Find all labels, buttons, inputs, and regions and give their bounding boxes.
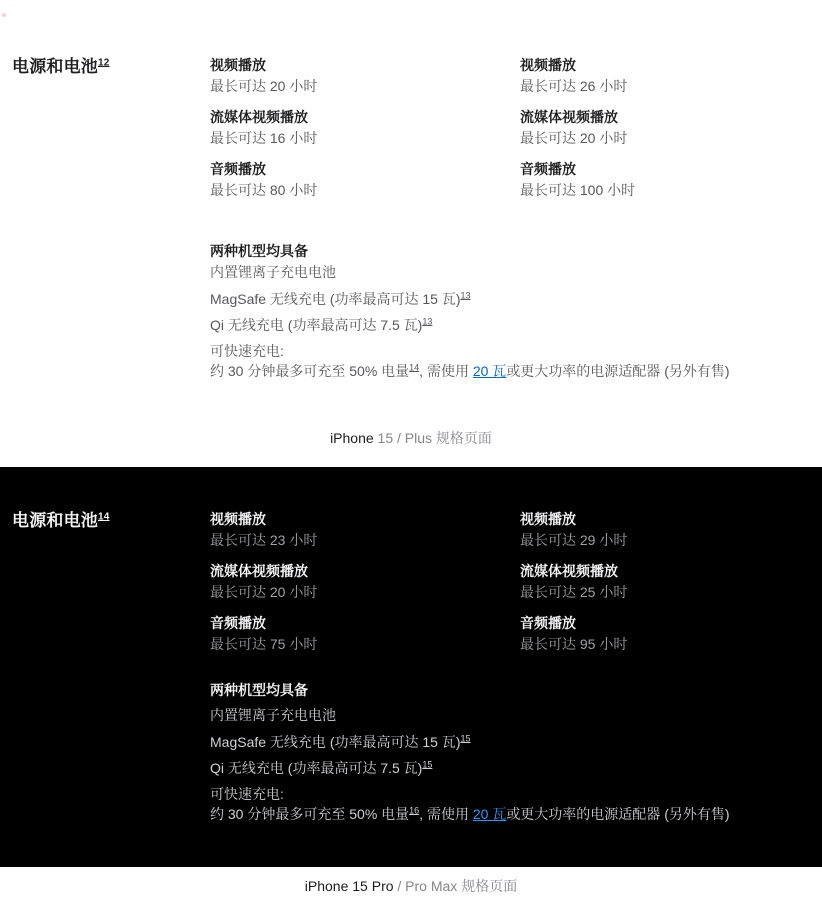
spec-label: 视频播放 bbox=[210, 511, 266, 527]
spec-value: 最长可达 23 小时 bbox=[210, 532, 318, 548]
section-content bbox=[210, 509, 822, 824]
spec-value: 最长可达 80 小时 bbox=[210, 182, 318, 198]
section-content bbox=[210, 55, 822, 381]
footnote-link-15[interactable]: 15 bbox=[460, 733, 471, 744]
caption-suffix: 15 / Plus 规格页面 bbox=[373, 430, 492, 446]
spec-value: 最长可达 95 小时 bbox=[520, 636, 628, 652]
footnote-link-14[interactable]: 14 bbox=[98, 511, 110, 523]
spec-item-audio-playback bbox=[520, 159, 822, 200]
spec-item-streaming-video bbox=[520, 107, 822, 148]
magsafe-text: MagSafe 无线充电 (功率最高可达 15 瓦) bbox=[210, 734, 461, 750]
fast-charge-text: 约 30 分钟最多可充至 50% 电量 bbox=[210, 363, 410, 379]
caption-suffix: / Pro Max 规格页面 bbox=[393, 878, 518, 894]
fast-charge-block bbox=[210, 784, 822, 824]
fast-charge-title: 可快速充电: bbox=[210, 343, 284, 359]
fast-charge-text-post: 或更大功率的电源适配器 (另外有售) bbox=[506, 363, 730, 379]
spec-label: 流媒体视频播放 bbox=[210, 563, 308, 579]
artifact-mark bbox=[2, 13, 6, 17]
spec-item-audio-playback bbox=[210, 613, 520, 654]
common-features-block bbox=[210, 680, 822, 824]
section-title-text: 电源和电池 bbox=[12, 511, 98, 530]
caption-product-name: iPhone bbox=[330, 430, 374, 446]
spec-section-iphone-15-plus bbox=[0, 0, 822, 381]
spec-label: 视频播放 bbox=[520, 57, 576, 73]
qi-text: Qi 无线充电 (功率最高可达 7.5 瓦) bbox=[210, 760, 423, 776]
spec-item-audio-playback bbox=[520, 613, 822, 654]
spec-label: 流媒体视频播放 bbox=[210, 109, 308, 125]
qi-charging-line bbox=[210, 315, 822, 335]
fast-charge-text-mid: , 需使用 bbox=[419, 806, 473, 822]
caption-iphone-15-plus bbox=[0, 428, 822, 448]
magsafe-charging-line bbox=[210, 289, 822, 309]
footnote-link-12[interactable]: 12 bbox=[98, 57, 110, 69]
spec-columns bbox=[210, 509, 822, 665]
section-title-power-battery bbox=[12, 509, 210, 533]
spec-value: 最长可达 100 小时 bbox=[520, 182, 636, 198]
spec-item-streaming-video bbox=[210, 561, 520, 602]
common-block-title: 两种机型均具备 bbox=[210, 682, 308, 698]
spec-label: 音频播放 bbox=[520, 615, 576, 631]
common-block-title: 两种机型均具备 bbox=[210, 243, 308, 259]
spec-label: 视频播放 bbox=[520, 511, 576, 527]
spec-label: 音频播放 bbox=[520, 161, 576, 177]
spec-label: 流媒体视频播放 bbox=[520, 563, 618, 579]
spec-item-video-playback bbox=[210, 55, 520, 96]
footnote-link-16[interactable]: 16 bbox=[409, 805, 420, 816]
spec-column-iphone-15-plus bbox=[520, 55, 822, 211]
spec-item-audio-playback bbox=[210, 159, 520, 200]
spec-item-video-playback bbox=[520, 509, 822, 550]
qi-charging-line bbox=[210, 758, 822, 778]
battery-type-line: 内置锂离子充电电池 bbox=[210, 707, 336, 723]
spec-label: 视频播放 bbox=[210, 57, 266, 73]
spec-value: 最长可达 20 小时 bbox=[210, 584, 318, 600]
fast-charge-title: 可快速充电: bbox=[210, 786, 284, 802]
battery-type-line: 内置锂离子充电电池 bbox=[210, 264, 336, 280]
caption-product-name: iPhone 15 Pro bbox=[304, 878, 394, 894]
footnote-link-15[interactable]: 15 bbox=[422, 759, 433, 770]
spec-columns bbox=[210, 55, 822, 211]
fast-charge-text-mid: , 需使用 bbox=[419, 363, 473, 379]
spec-value: 最长可达 26 小时 bbox=[520, 78, 628, 94]
spec-value: 最长可达 25 小时 bbox=[520, 584, 628, 600]
spec-label: 音频播放 bbox=[210, 161, 266, 177]
spec-label: 音频播放 bbox=[210, 615, 266, 631]
footnote-link-13[interactable]: 13 bbox=[422, 316, 433, 327]
spec-value: 最长可达 20 小时 bbox=[210, 78, 318, 94]
qi-text: Qi 无线充电 (功率最高可达 7.5 瓦) bbox=[210, 317, 423, 333]
footnote-link-14[interactable]: 14 bbox=[409, 362, 420, 373]
common-features-block bbox=[210, 241, 822, 381]
magsafe-charging-line bbox=[210, 732, 822, 752]
spec-value: 最长可达 29 小时 bbox=[520, 532, 628, 548]
section-title-text: 电源和电池 bbox=[12, 57, 98, 76]
spec-item-streaming-video bbox=[520, 561, 822, 602]
spec-value: 最长可达 20 小时 bbox=[520, 130, 628, 146]
caption-iphone-15-pro-max bbox=[0, 876, 822, 896]
spec-label: 流媒体视频播放 bbox=[520, 109, 618, 125]
spec-column-iphone-15-pro-max bbox=[520, 509, 822, 665]
spec-column-iphone-15 bbox=[210, 55, 520, 211]
magsafe-text: MagSafe 无线充电 (功率最高可达 15 瓦) bbox=[210, 291, 461, 307]
spec-item-streaming-video bbox=[210, 107, 520, 148]
spec-item-video-playback bbox=[520, 55, 822, 96]
fast-charge-block bbox=[210, 341, 822, 381]
power-adapter-link[interactable]: 20 瓦 bbox=[472, 363, 507, 379]
spec-item-video-playback bbox=[210, 509, 520, 550]
spec-section-iphone-15-pro-max bbox=[0, 467, 822, 867]
spec-value: 最长可达 75 小时 bbox=[210, 636, 318, 652]
spec-value: 最长可达 16 小时 bbox=[210, 130, 318, 146]
power-adapter-link[interactable]: 20 瓦 bbox=[472, 806, 507, 822]
footnote-link-13[interactable]: 13 bbox=[460, 290, 471, 301]
section-title-power-battery bbox=[12, 55, 210, 79]
fast-charge-text: 约 30 分钟最多可充至 50% 电量 bbox=[210, 806, 410, 822]
spec-column-iphone-15-pro bbox=[210, 509, 520, 665]
fast-charge-text-post: 或更大功率的电源适配器 (另外有售) bbox=[506, 806, 730, 822]
